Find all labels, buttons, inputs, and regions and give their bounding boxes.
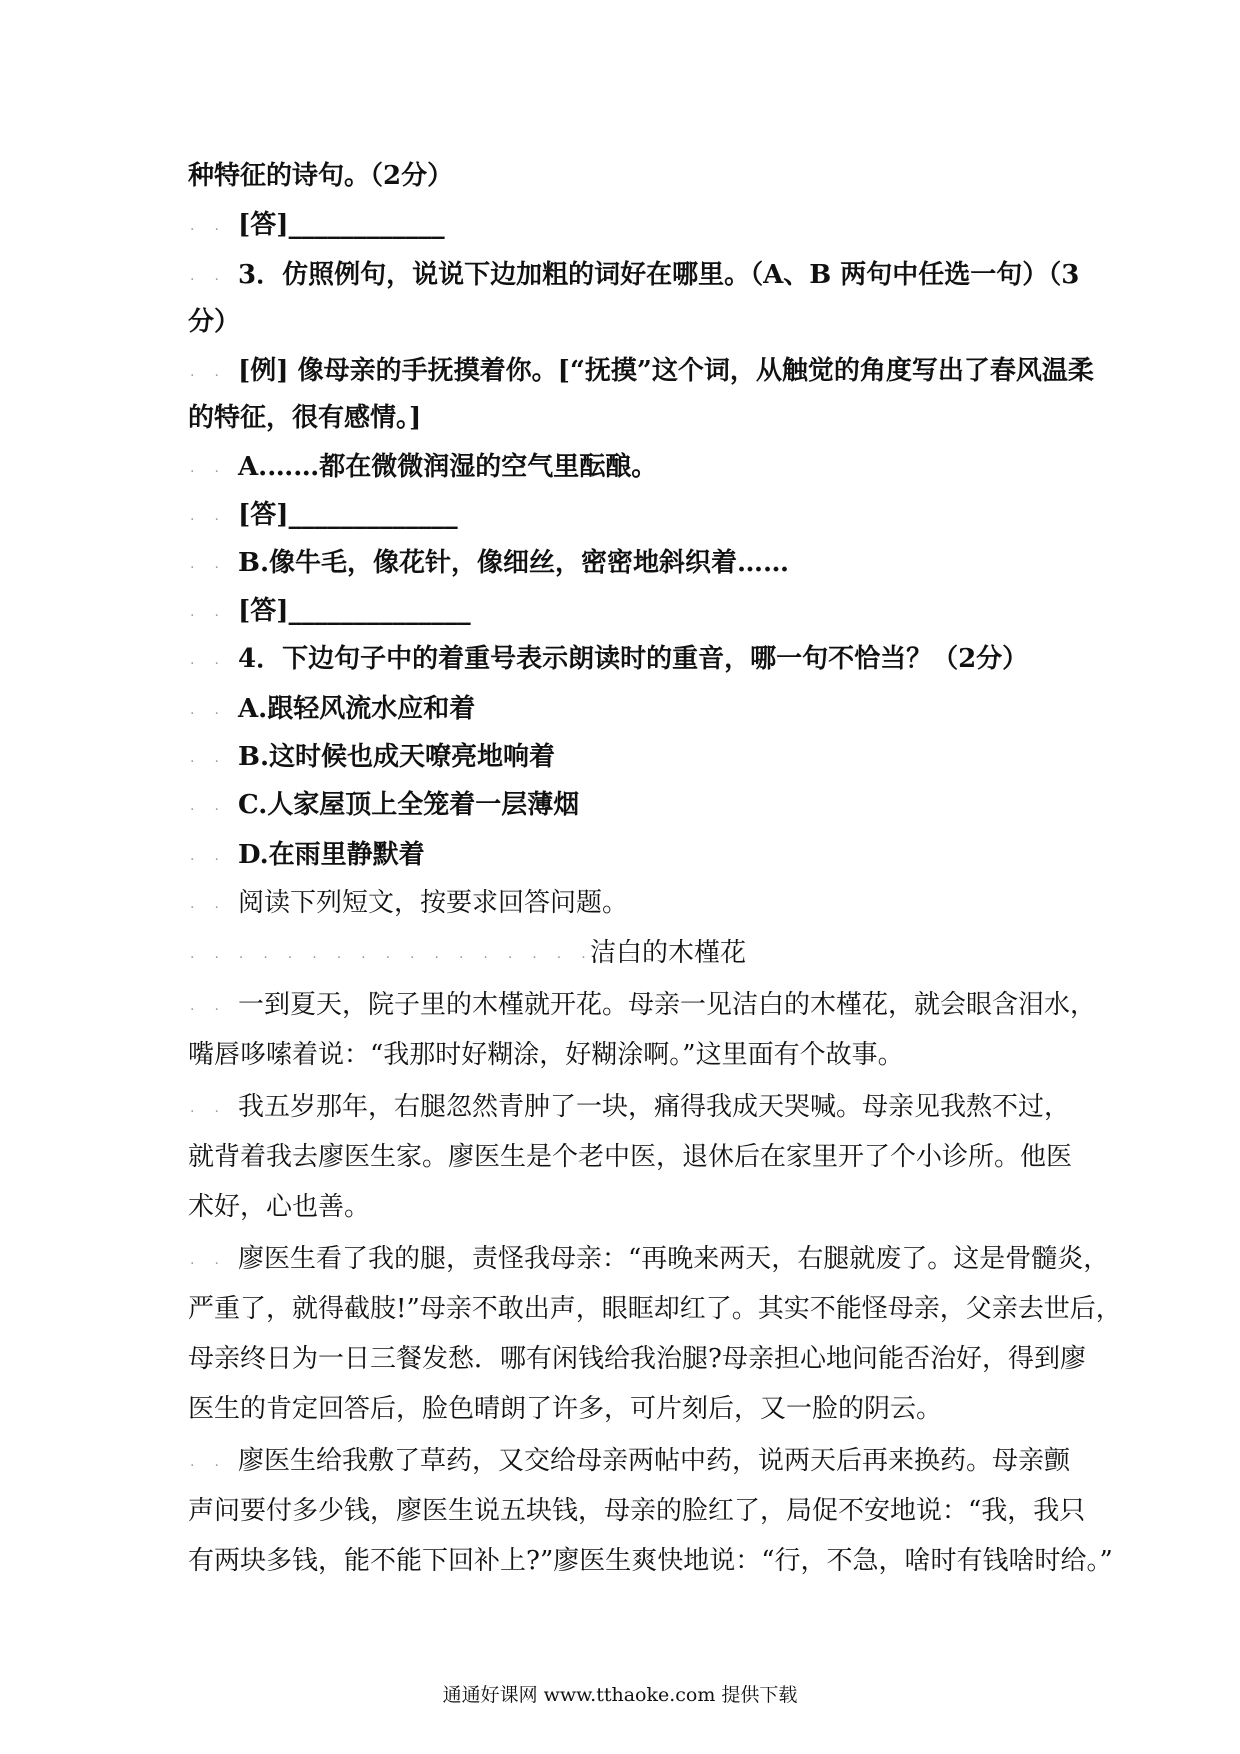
leader-dots: .. [190,702,239,718]
leader-dots: ................... [190,946,655,962]
example-line: [例] 像母亲的手抚摸着你。[“抚摸”这个词，从触觉的角度写出了春风温柔 [238,356,1094,386]
question-3: 3．仿照例句，说说下边加粗的词好在哪里。（A、B 两句中任选一句）（3 [238,260,1080,290]
paragraph-line: 医生的肯定回答后，脸色晴朗了许多，可片刻后，又一脸的阴云。 [188,1394,943,1424]
leader-dots: .. [190,364,239,380]
paragraph-line: 廖医生看了我的腿，责怪我母亲：“再晚来两天，右腿就废了。这是骨髓炎， [238,1244,1110,1274]
leader-dots: .. [190,998,239,1014]
leader-dots: .. [190,1252,239,1268]
text-line: 种特征的诗句。（2分） [188,161,454,191]
leader-dots: .. [190,1100,239,1116]
paragraph-line: 廖医生给我敷了草药，又交给母亲两帖中药，说两天后再来换药。母亲颤 [238,1446,1071,1476]
leader-dots: .. [190,460,239,476]
paragraph-line: 我五岁那年，右腿忽然青肿了一块，痛得我成天哭喊。母亲见我熬不过， [238,1092,1071,1122]
paragraph-line: 严重了，就得截肢!”母亲不敢出声，眼眶却红了。其实不能怪母亲，父亲去世后， [188,1294,1122,1324]
passage-title: 洁白的木槿花 [590,938,747,968]
answer-line: [答]____________ [238,210,445,240]
question-4: 4．下边句子中的着重号表示朗读时的重音，哪一句不恰当？（2分） [238,644,1029,674]
leader-dots: .. [190,268,239,284]
leader-dots: .. [190,1454,239,1470]
instruction-line: 阅读下列短文，按要求回答问题。 [238,888,629,918]
paragraph-line: 有两块多钱，能不能下回补上?”廖医生爽快地说：“行，不急，啥时有钱啥时给。” [188,1546,1113,1576]
option-d: D.在雨里静默着 [238,840,425,870]
option-a: A.……都在微微润湿的空气里酝酿。 [238,452,658,482]
paragraph-line: 嘴唇哆嗦着说：“我那时好糊涂，好糊涂啊。”这里面有个故事。 [188,1040,904,1070]
option-a: A.跟轻风流水应和着 [238,694,476,724]
paragraph-line: 就背着我去廖医生家。廖医生是个老中医，退休后在家里开了个小诊所。他医 [188,1142,1073,1172]
answer-line: [答]______________ [238,596,471,626]
option-b: B.这时候也成天嘹亮地响着 [238,742,556,772]
paragraph-line: 母亲终日为一日三餐发愁．哪有闲钱给我治腿?母亲担心地问能否治好，得到廖 [188,1344,1086,1374]
leader-dots: .. [190,508,239,524]
leader-dots: .. [190,604,239,620]
answer-line: [答]_____________ [238,500,458,530]
leader-dots: .. [190,750,239,766]
option-b: B.像牛毛，像花针，像细丝，密密地斜织着…… [238,548,790,578]
text-line: 的特征，很有感情。] [188,403,422,433]
leader-dots: .. [190,848,239,864]
page-footer: 通通好课网 www.tthaoke.com 提供下载 [442,1684,798,1706]
paragraph-line: 声问要付多少钱，廖医生说五块钱，母亲的脸红了，局促不安地说：“我，我只 [188,1496,1086,1526]
text-line: 分） [188,307,241,337]
leader-dots: .. [190,556,239,572]
paragraph-line: 术好，心也善。 [188,1192,371,1222]
leader-dots: .. [190,798,239,814]
leader-dots: .. [190,652,239,668]
leader-dots: .. [190,896,239,912]
leader-dots: .. [190,218,239,234]
option-c: C.人家屋顶上全笼着一层薄烟 [238,790,580,820]
paragraph-line: 一到夏天，院子里的木槿就开花。母亲一见洁白的木槿花，就会眼含泪水， [238,990,1097,1020]
